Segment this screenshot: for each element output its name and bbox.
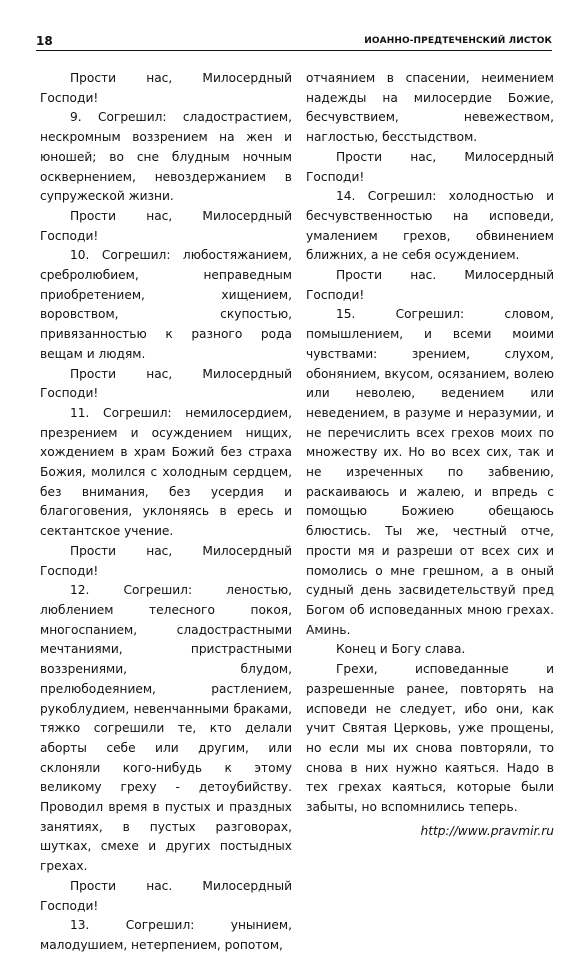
paragraph: 9. Согрешил: сладострастием, нескромным воззрением на жен и юношей; во сне блудным ночным осквернением, невоздержанием в супружеской жизни.	[40, 110, 292, 204]
header-rule	[36, 50, 552, 51]
right-column	[306, 69, 554, 841]
paragraph: 12. Согрешил: леностью, люблением телесного покоя, многоспанием, сладострастными мечтаниями, пристрастными воззрениями, блудом, прелюбодеянием, растлением, рукоблудием, невенчанными браками, тяжко согрешили те, кто делали аборты себе или другим, или склоняли кого-нибудь к этому великому греху - детоубийству. Проводил время в пустых и праздных занятиях, в пустых разговорах, шутках, смехе и других постыдных грехах.	[40, 583, 292, 874]
paragraph: 15. Согрешил: словом, помышлением, и всеми моими чувствами: зрением, слухом, обонянием, вкусом, осязанием, волею или неволею, ведением или неведением, в разуме и неразумии, и не перечислить всех грехов моих по множеству их. Но во всех сих, так и не изреченных по забвению, раскаиваюсь и жалею, и впредь с помощью Божиею обещаюсь блюстись. Ты же, честный отче, прости мя и разреши от всех сих и помолись о мне грешном, а в оный судный день засвидетельствуй пред Богом об исповеданных мною грехах. Аминь.	[306, 307, 554, 637]
paragraph: Прости нас. Милосердный Господи!	[306, 268, 554, 302]
paragraph: Прости нас, Милосердный Господи!	[306, 149, 554, 184]
paragraph: Прости нас, Милосердный Господи!	[40, 366, 292, 401]
paragraph: 14. Согрешил: холодностью и бесчувственностью на исповеди, умалением грехов, обвинением ближних, а не себя осуждением.	[306, 189, 554, 263]
paragraph: Прости нас, Милосердный Господи!	[40, 208, 292, 243]
paragraph: Грехи, исповеданные и разрешенные ранее, повторять на исповеди не следует, ибо они, как учит Святая Церковь, уже прощены, но если мы их снова повторяли, то снова в них нужно каяться. Надо в тех грехах каяться, которые были забыты, но вспомнились теперь.	[306, 662, 554, 815]
paragraph-continuation: отчаянием в спасении, неимением надежды на милосердие Божие, бесчувствием, невежеством, наглостью, бесстыдством.	[306, 71, 554, 145]
source-link[interactable]: http://www.pravmir.ru	[420, 823, 554, 838]
paragraph: Конец и Богу слава.	[336, 642, 466, 657]
page-number: 18	[36, 34, 53, 48]
paragraph: Прости нас. Милосердный Господи!	[40, 878, 292, 913]
left-column	[40, 69, 292, 956]
paragraph: 11. Согрешил: немилосердием, презрением и осуждением нищих, хождением в храм Божий без страха Божия, молился с холодным сердцем, без внимания, без усердия и благоговения, уклоняясь в ересь и сектантское учение.	[40, 405, 292, 539]
paragraph: Прости нас, Милосердный Господи!	[40, 71, 292, 105]
page-header	[36, 33, 552, 49]
paragraph: 13. Согрешил: унынием, малодушием, нетерпением, ропотом,	[40, 918, 292, 952]
paragraph: Прости нас, Милосердный Господи!	[40, 543, 292, 578]
paragraph: 10. Согрешил: любостяжанием, сребролюбием, неправедным приобретением, хищением, воровством, скупостью, привязанностью к разного рода вещам и людям.	[40, 248, 292, 361]
running-title: ИОАННО-ПРЕДТЕЧЕНСКИЙ ЛИСТОК	[364, 36, 552, 46]
